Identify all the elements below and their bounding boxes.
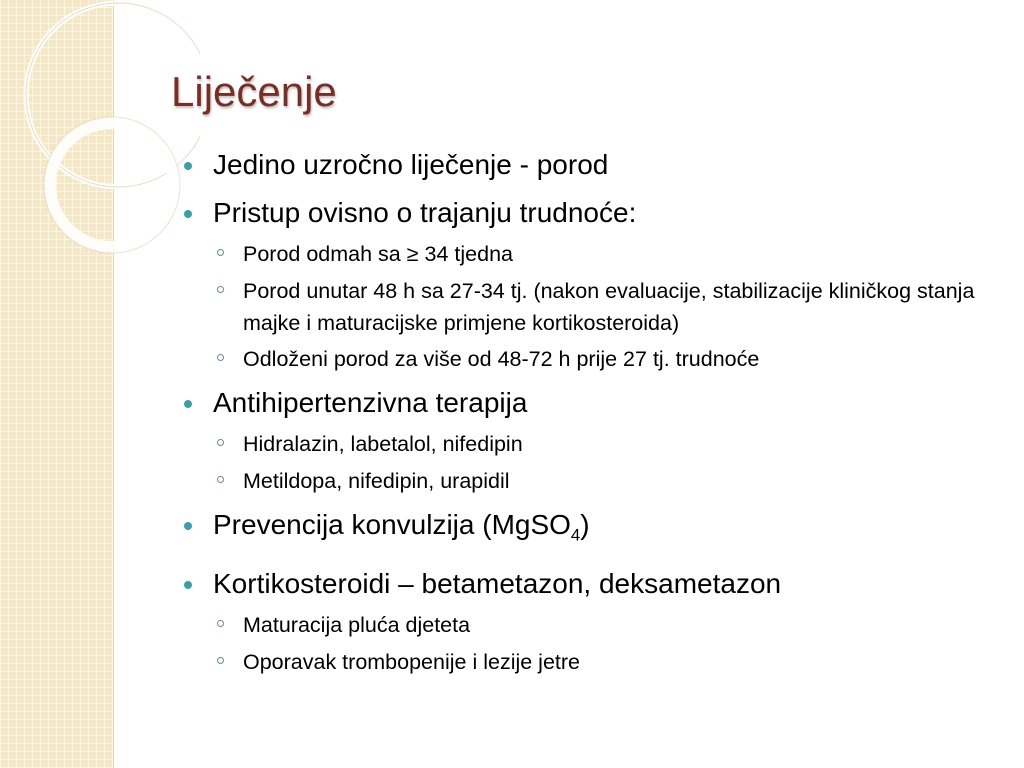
- sub-bullet-ring-icon: [217, 620, 224, 627]
- bullet-text-subscript: 4: [570, 525, 581, 545]
- bullet-text: Pristup ovisno o trajanju trudnoće:: [213, 197, 637, 228]
- sub-bullet-text: Porod odmah sa ≥ 34 tjedna: [243, 242, 513, 266]
- sub-bullet-item: [180, 428, 1000, 460]
- bullet-dot-icon: [184, 162, 192, 170]
- slide-title: Liječenje: [171, 68, 337, 115]
- bullet-dot-icon: [184, 522, 192, 530]
- bullet-item: [180, 508, 1000, 553]
- decorative-circles: [0, 0, 200, 260]
- slide-content: [180, 148, 1000, 689]
- sub-bullet-ring-icon: [217, 439, 224, 446]
- sub-bullet-text: Porod unutar 48 h sa 27-34 tj. (nakon evaluacije, stabilizacije kliničkog stanja majke i maturacijske primjene kortikosteroida): [243, 279, 975, 335]
- sub-bullet-item: [180, 646, 1000, 678]
- sub-bullet-ring-icon: [217, 286, 224, 293]
- sub-bullet-ring-icon: [217, 354, 224, 361]
- bullet-text: Antihipertenzivna terapija: [213, 387, 528, 418]
- bullet-text-prefix: Prevencija konvulzija (MgSO: [213, 509, 571, 540]
- bullet-dot-icon: [184, 581, 192, 589]
- sub-bullet-item: [180, 609, 1000, 641]
- sub-bullet-item: [180, 465, 1000, 497]
- sub-bullet-text: Hidralazin, labetalol, nifedipin: [243, 432, 523, 456]
- sub-bullet-ring-icon: [217, 657, 224, 664]
- sub-bullet-text: Metildopa, nifedipin, urapidil: [243, 469, 510, 493]
- bullet-text: Jedino uzročno liječenje - porod: [213, 149, 609, 180]
- bullet-item: [180, 196, 1000, 230]
- bullet-item: [180, 148, 1000, 182]
- sub-bullet-text: Oporavak trombopenije i lezije jetre: [243, 649, 580, 674]
- sub-bullet-text: Maturacija pluća djeteta: [243, 612, 471, 637]
- bullet-item: [180, 386, 1000, 420]
- bullet-dot-icon: [184, 210, 192, 218]
- sub-bullet-item: [180, 238, 1000, 270]
- bullet-text-suffix: ): [580, 509, 590, 540]
- sub-bullet-ring-icon: [217, 249, 224, 256]
- bullet-item: [180, 567, 1000, 601]
- sub-bullet-text: Odloženi porod za više od 48-72 h prije 27 tj. trudnoće: [243, 347, 760, 371]
- bullet-dot-icon: [184, 400, 192, 408]
- bullet-text: Kortikosteroidi – betametazon, deksametazon: [213, 567, 782, 599]
- sub-bullet-item: [180, 275, 1000, 339]
- sub-bullet-item: [180, 343, 1000, 375]
- sub-bullet-ring-icon: [217, 476, 224, 483]
